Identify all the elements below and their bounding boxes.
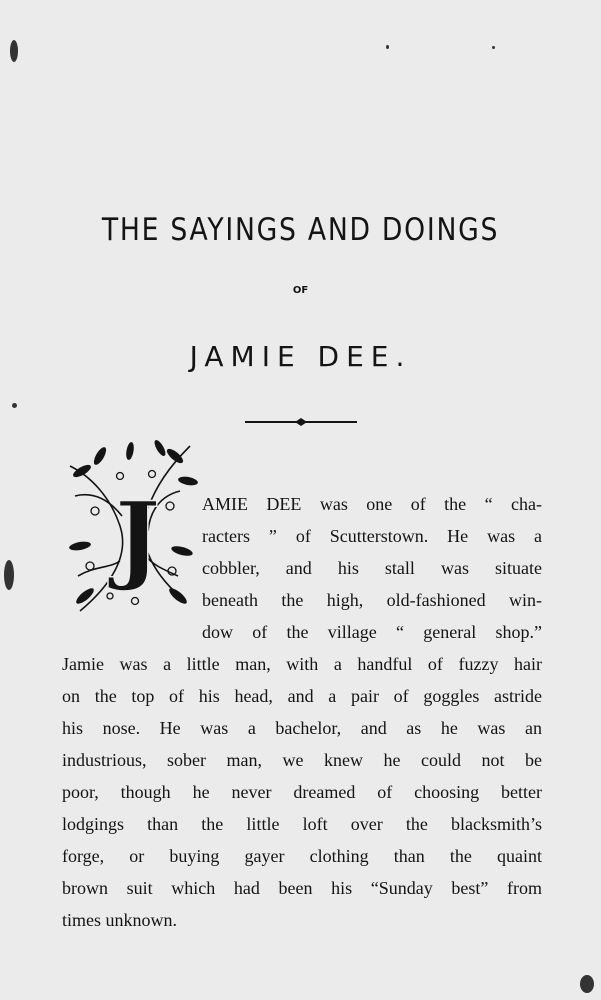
text-line: times unknown. (62, 910, 177, 930)
text-line: on the top of his head, and a pair of goggles astride (62, 686, 542, 706)
text-line: beneath the high, old-fashioned win- (202, 590, 542, 610)
page-subtitle: JAMIE DEE. (189, 340, 412, 373)
print-speck (12, 403, 17, 408)
page-title: THE SAYINGS AND DOINGS (101, 212, 500, 248)
print-speck (10, 40, 18, 62)
text-line: racters ” of Scutterstown. He was a (202, 526, 542, 546)
text-line: industrious, sober man, we knew he could not be (62, 750, 542, 770)
print-speck (492, 46, 495, 49)
drop-cap-letter: J (115, 481, 161, 594)
text-line: his nose. He was a bachelor, and as he was an (62, 718, 542, 738)
text-line: lodgings than the little loft over the blacksmith’s (62, 814, 542, 834)
text-line: Jamie was a little man, with a handful of fuzzy hair (62, 654, 542, 674)
body-paragraph (62, 488, 542, 936)
text-line: dow of the village “ general shop.” (202, 622, 542, 642)
text-line: forge, or buying gayer clothing than the quaint (62, 846, 542, 866)
text-line: AMIE DEE was one of the “ cha- (202, 494, 542, 514)
text-line: brown suit which had been his “Sunday best” from (62, 878, 542, 898)
print-speck (386, 45, 389, 49)
ornamental-rule (245, 416, 357, 428)
text-line: cobbler, and his stall was situate (202, 558, 542, 578)
print-speck (4, 560, 14, 590)
title-connector: OF (292, 285, 309, 296)
print-speck (580, 975, 594, 993)
text-line: poor, though he never dreamed of choosing better (62, 782, 542, 802)
